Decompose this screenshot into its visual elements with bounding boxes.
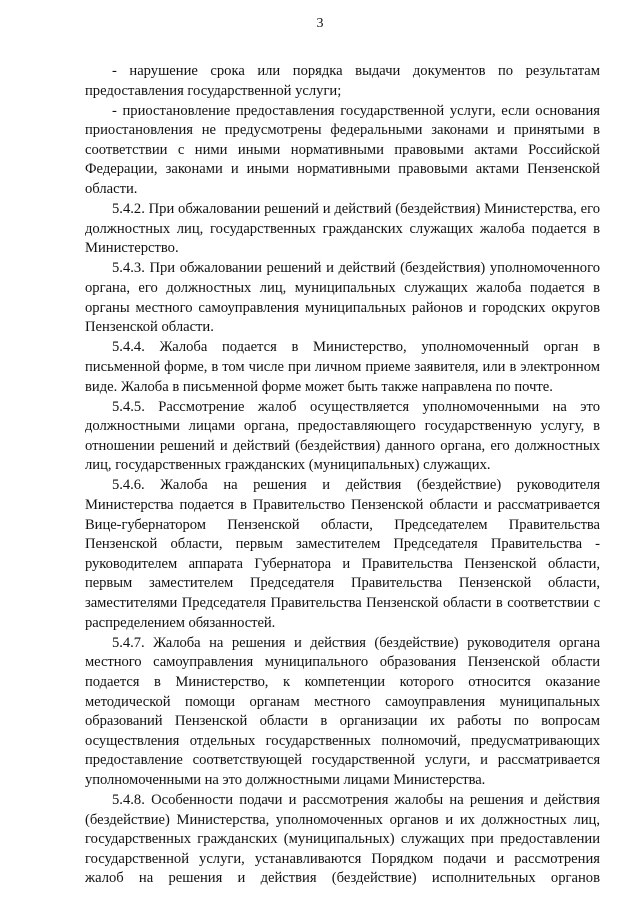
paragraph-suspension: - приостановление предоставления государственной услуги, если основания приостановления не предусмотрены федеральными законами и принятыми в соответствии с ними иными нормативными правовыми актами Российской Федерации, законами и иными нормативными правовыми актами Пензенской области.	[85, 102, 600, 198]
paragraph-5-4-2: 5.4.2. При обжаловании решений и действий (бездействия) Министерства, его должностных лиц, государственных гражданских служащих жалоба подается в Министерство.	[85, 201, 600, 257]
paragraph-5-4-4: 5.4.4. Жалоба подается в Министерство, уполномоченный орган в письменной форме, в том числе при личном приеме заявителя, или в электронном виде. Жалоба в письменной форме может быть также направлена по почте.	[85, 339, 600, 395]
page-number: 3	[316, 16, 324, 31]
paragraph-5-4-7: 5.4.7. Жалоба на решения и действия (бездействие) руководителя органа местного самоуправления муниципального образования Пензенской области подается в Министерство, к компетенции которого относится оказание методической помощи органам местного самоуправления муниципальных образований Пензенской области в организации их работы по вопросам осуществления отдельных государственных полномочий, предусматривающих предоставление соответствующей государственной услуги, и рассматривается уполномоченными на это должностными лицами Министерства.	[85, 634, 600, 788]
paragraph-5-4-5: 5.4.5. Рассмотрение жалоб осуществляется уполномоченными на это должностными лицами органа, предоставляющего государственную услугу, в отношении решений и действий (бездействия) данного органа, его должностных лиц, государственных гражданских (муниципальных) служащих.	[85, 398, 600, 474]
paragraph-violation-deadline: - нарушение срока или порядка выдачи документов по результатам предоставления государственной услуги;	[85, 63, 600, 99]
document-body	[85, 62, 600, 889]
paragraph-5-4-6: 5.4.6. Жалоба на решения и действия (бездействие) руководителя Министерства подается в Правительство Пензенской области и рассматривается Вице-губернатором Пензенской области, Председателем Правительства Пензенской области, первым заместителем Председателя Правительства - руководителем аппарата Губернатора и Правительства Пензенской области, первым заместителем Председателя Правительства Пензенской области, заместителями Председателя Правительства Пензенской области в соответствии с распределением обязанностей.	[85, 477, 600, 631]
paragraph-5-4-3: 5.4.3. При обжаловании решений и действий (бездействия) уполномоченного органа, его должностных лиц, муниципальных служащих жалоба подается в органы местного самоуправления муниципальных районов и городских округов Пензенской области.	[85, 260, 600, 336]
paragraph-5-4-8: 5.4.8. Особенности подачи и рассмотрения жалобы на решения и действия (бездействие) Министерства, уполномоченных органов и их должностных лиц, государственных гражданских (муниципальных) служащих при предоставлении государственной услуги, устанавливаются Порядком подачи и рассмотрения жалоб на решения и действия (бездействие) исполнительных органов	[85, 791, 600, 887]
